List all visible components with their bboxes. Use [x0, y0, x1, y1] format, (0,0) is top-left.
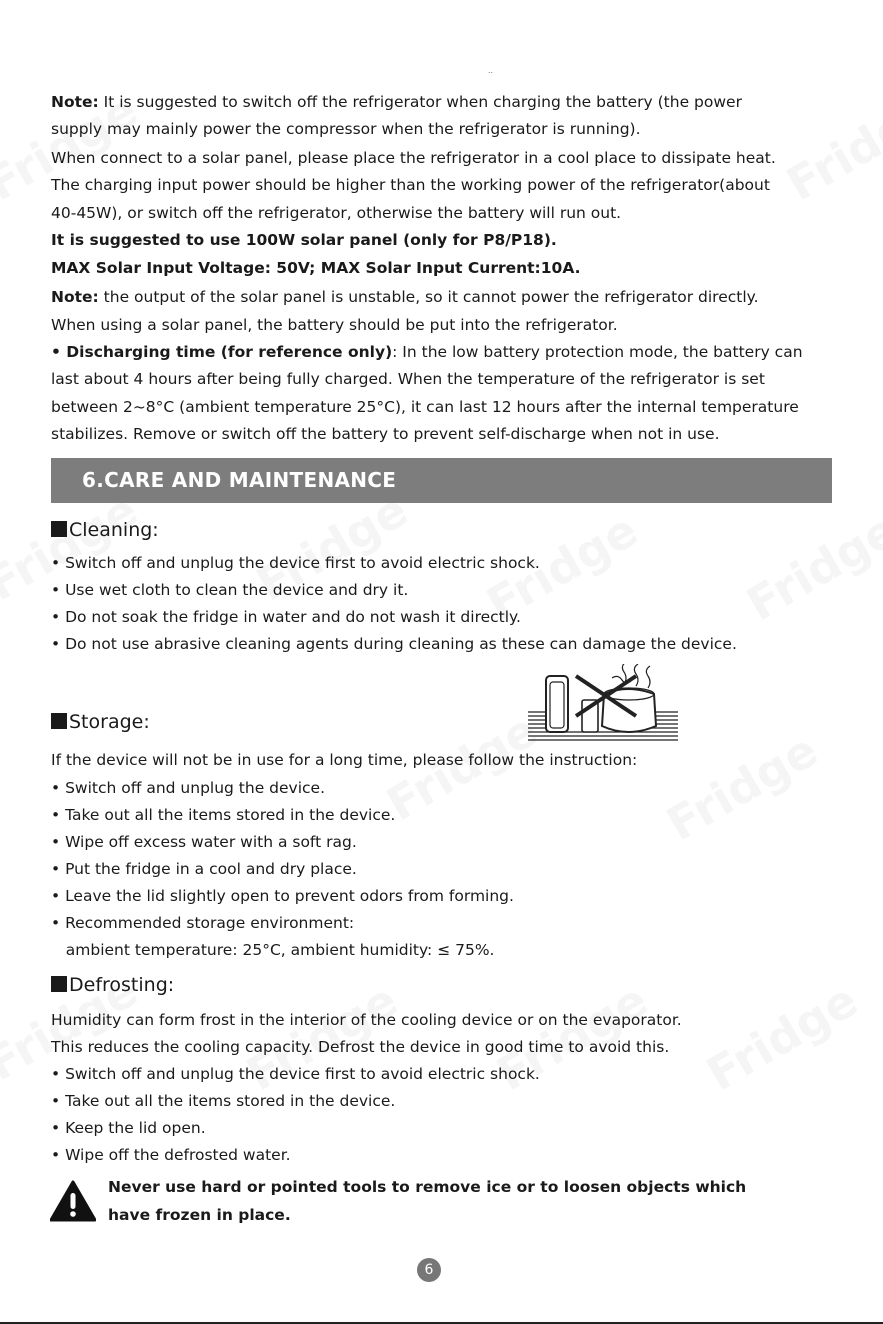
- list-item: • Do not use abrasive cleaning agents during cleaning as these can damage the device.: [51, 635, 737, 653]
- cleaning-heading: [51, 518, 159, 542]
- watermark: [697, 973, 866, 1102]
- list-item: • Keep the lid open.: [51, 1119, 206, 1137]
- square-bullet-icon: [51, 976, 67, 992]
- solar-panel-recommendation: It is suggested to use 100W solar panel (only for P8/P18).: [51, 231, 557, 249]
- note-label: Note:: [51, 288, 99, 306]
- warning-text: Never use hard or pointed tools to remove ice or to loosen objects which: [108, 1178, 747, 1196]
- cleaning-title: Cleaning:: [69, 519, 159, 541]
- text-line: 40-45W), or switch off the refrigerator, otherwise the battery will run out.: [51, 204, 622, 222]
- note-text: It is suggested to switch off the refrigerator when charging the battery (the power: [98, 93, 742, 111]
- top-marks: ..: [488, 66, 494, 75]
- defrosting-heading: [51, 973, 174, 997]
- text-line: The charging input power should be higher than the working power of the refrigerator(about: [51, 176, 770, 194]
- warning-icon: [50, 1180, 96, 1222]
- discharging-line: [51, 342, 803, 362]
- discharging-text: : In the low battery protection mode, the battery can: [392, 343, 803, 361]
- note-line: [51, 287, 759, 307]
- defrosting-title: Defrosting:: [69, 974, 175, 996]
- section-heading-bar: [51, 458, 832, 503]
- text-line: last about 4 hours after being fully charged. When the temperature of the refrigerator is set: [51, 370, 765, 388]
- square-bullet-icon: [51, 521, 67, 537]
- square-bullet-icon: [51, 713, 67, 729]
- text-line: supply may mainly power the compressor when the refrigerator is running).: [51, 120, 641, 138]
- defrosting-intro: This reduces the cooling capacity. Defrost the device in good time to avoid this.: [51, 1038, 670, 1056]
- note-text: the output of the solar panel is unstable, so it cannot power the refrigerator directly.: [98, 288, 759, 306]
- list-item: • Switch off and unplug the device first to avoid electric shock.: [51, 554, 540, 572]
- note-line: [51, 92, 742, 112]
- list-item: • Wipe off the defrosted water.: [51, 1146, 291, 1164]
- note-label: Note:: [51, 93, 99, 111]
- storage-title: Storage:: [69, 711, 150, 733]
- watermark: [777, 83, 883, 212]
- list-item: • Leave the lid slightly open to prevent odors from forming.: [51, 887, 514, 905]
- text-line: When connect to a solar panel, please place the refrigerator in a cool place to dissipate heat.: [51, 149, 776, 167]
- solar-input-specs: MAX Solar Input Voltage: 50V; MAX Solar Input Current:10A.: [51, 259, 581, 277]
- list-item: • Wipe off excess water with a soft rag.: [51, 833, 357, 851]
- defrosting-intro: Humidity can form frost in the interior of the cooling device or on the evaporator.: [51, 1011, 682, 1029]
- watermark: [657, 723, 826, 852]
- no-washing-illustration: [528, 664, 680, 744]
- list-item: • Take out all the items stored in the device.: [51, 806, 396, 824]
- list-item: • Switch off and unplug the device.: [51, 779, 326, 797]
- storage-intro: If the device will not be in use for a long time, please follow the instruction:: [51, 751, 638, 769]
- section-heading: 6.CARE AND MAINTENANCE: [82, 468, 397, 492]
- list-item: • Switch off and unplug the device first to avoid electric shock.: [51, 1065, 540, 1083]
- text-line: between 2~8°C (ambient temperature 25°C), it can last 12 hours after the internal temperature: [51, 398, 799, 416]
- list-item: • Recommended storage environment:: [51, 914, 355, 932]
- list-item: ambient temperature: 25°C, ambient humidity: ≤ 75%.: [51, 941, 495, 959]
- list-item: • Do not soak the fridge in water and do not wash it directly.: [51, 608, 521, 626]
- warning-text: have frozen in place.: [108, 1206, 291, 1224]
- list-item: • Take out all the items stored in the device.: [51, 1092, 396, 1110]
- list-item: • Put the fridge in a cool and dry place.: [51, 860, 357, 878]
- storage-heading: [51, 710, 150, 734]
- list-item: • Use wet cloth to clean the device and dry it.: [51, 581, 409, 599]
- discharging-label: • Discharging time (for reference only): [51, 343, 393, 361]
- page-number: 6: [417, 1258, 441, 1282]
- text-line: When using a solar panel, the battery should be put into the refrigerator.: [51, 316, 618, 334]
- watermark: [737, 503, 883, 632]
- text-line: stabilizes. Remove or switch off the battery to prevent self-discharge when not in use.: [51, 425, 720, 443]
